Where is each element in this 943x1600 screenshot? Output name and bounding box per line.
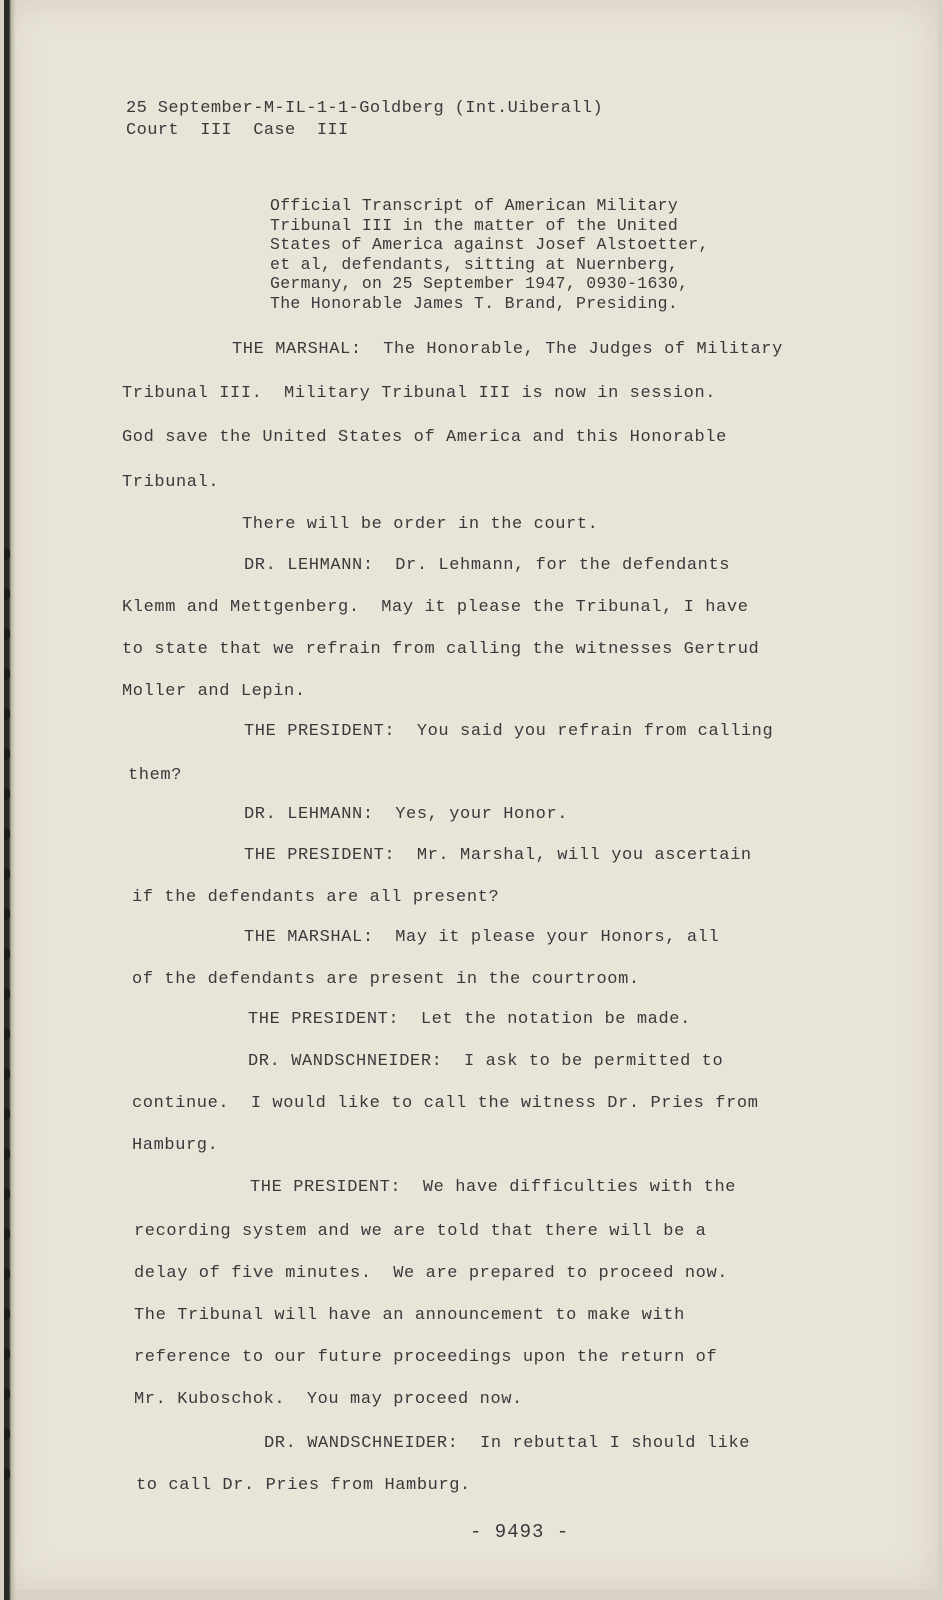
body-line: Klemm and Mettgenberg. May it please the Tribunal, I have <box>122 598 749 617</box>
page-number: - 9493 - <box>470 1521 570 1543</box>
body-line: Mr. Kuboschok. You may proceed now. <box>134 1390 523 1409</box>
body-line: THE PRESIDENT: Mr. Marshal, will you ascertain <box>244 846 752 865</box>
body-line: Tribunal. <box>122 473 220 492</box>
body-line: THE PRESIDENT: We have difficulties with the <box>250 1178 737 1197</box>
body-line: to state that we refrain from calling the witnesses Gertrud <box>122 640 760 659</box>
header-reference-line: 25 September-M-IL-1-1-Goldberg (Int.Uiberall) <box>126 99 604 118</box>
document-header <box>126 98 603 142</box>
body-line: THE MARSHAL: May it please your Honors, all <box>244 928 720 947</box>
body-line: reference to our future proceedings upon the return of <box>134 1348 718 1367</box>
body-line: The Tribunal will have an announcement to make with <box>134 1306 685 1325</box>
transcript-caption <box>270 196 709 314</box>
body-line: Hamburg. <box>132 1136 219 1155</box>
body-line: of the defendants are present in the courtroom. <box>132 970 640 989</box>
caption-line: States of America against Josef Alstoetter, <box>270 235 709 255</box>
body-line: Moller and Lepin. <box>122 682 306 701</box>
body-line: DR. LEHMANN: Yes, your Honor. <box>244 805 569 824</box>
body-line: Tribunal III. Military Tribunal III is now in session. <box>122 384 717 403</box>
caption-line: Germany, on 25 September 1947, 0930-1630, <box>270 274 689 294</box>
transcript-page <box>4 0 938 1590</box>
body-line: DR. LEHMANN: Dr. Lehmann, for the defendants <box>244 556 731 575</box>
body-line: God save the United States of America and this Honorable <box>122 428 727 447</box>
body-line: THE PRESIDENT: You said you refrain from calling <box>244 722 774 741</box>
body-line: delay of five minutes. We are prepared to proceed now. <box>134 1264 729 1283</box>
body-line: if the defendants are all present? <box>132 888 500 907</box>
body-line: THE PRESIDENT: Let the notation be made. <box>248 1010 691 1029</box>
body-line: continue. I would like to call the witness Dr. Pries from <box>132 1094 759 1113</box>
body-line: them? <box>128 766 183 785</box>
caption-line: Official Transcript of American Military <box>270 196 679 215</box>
page-binding-edge <box>4 0 16 1600</box>
caption-line: Tribunal III in the matter of the United <box>270 215 679 235</box>
body-line: recording system and we are told that there will be a <box>134 1222 707 1241</box>
body-line: DR. WANDSCHNEIDER: I ask to be permitted to <box>248 1052 724 1071</box>
body-line: DR. WANDSCHNEIDER: In rebuttal I should like <box>264 1434 751 1453</box>
body-line: THE MARSHAL: The Honorable, The Judges of Military <box>232 340 783 359</box>
header-court-line: Court III Case III <box>126 121 349 140</box>
caption-line: The Honorable James T. Brand, Presiding. <box>270 293 679 313</box>
caption-line: et al, defendants, sitting at Nuernberg, <box>270 254 679 274</box>
body-line: There will be order in the court. <box>242 515 599 534</box>
body-line: to call Dr. Pries from Hamburg. <box>136 1476 471 1495</box>
